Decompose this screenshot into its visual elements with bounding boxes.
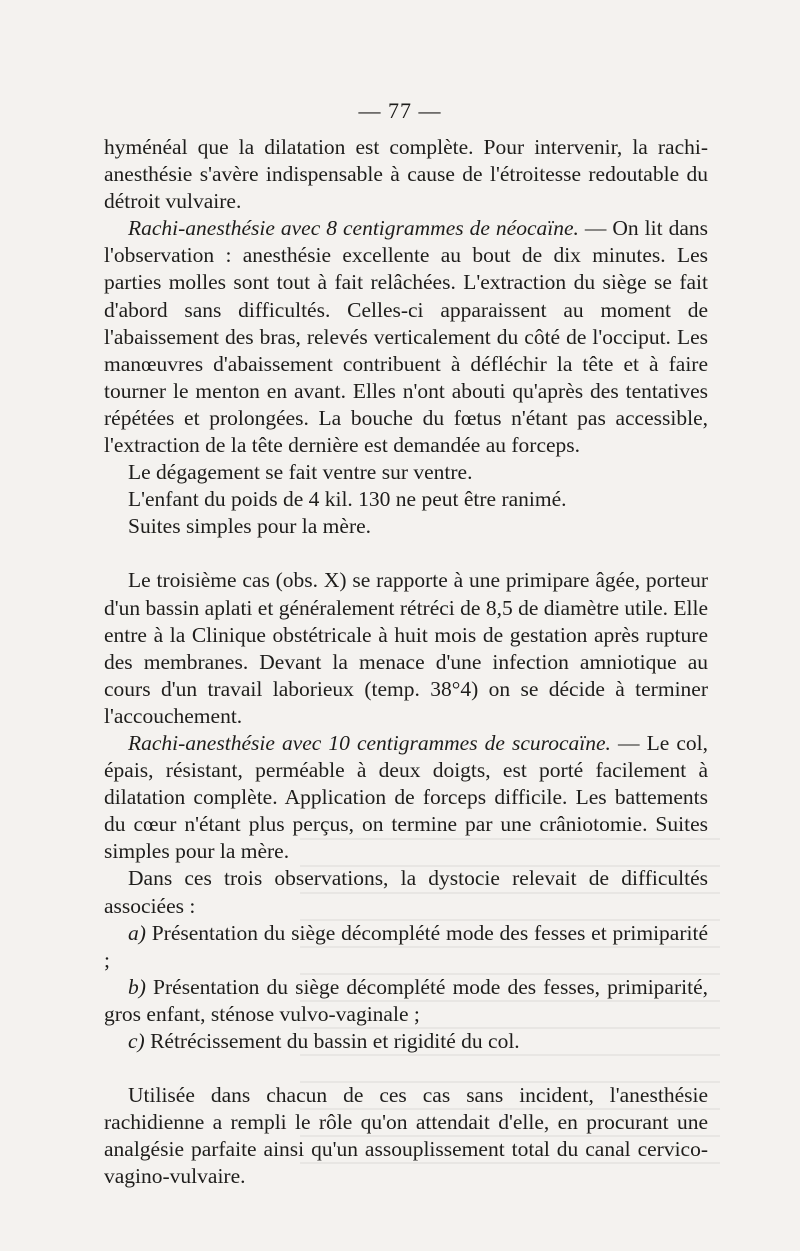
paragraph-text: Dans ces trois observations, la dystocie relevait de difficultés associées : bbox=[104, 866, 708, 918]
list-item-a bbox=[104, 920, 708, 974]
paragraph-enfant-poids bbox=[104, 486, 708, 513]
list-item-marker: a) bbox=[128, 920, 146, 945]
body-text bbox=[104, 134, 708, 1190]
paragraph-italic-heading: Rachi-anesthésie avec 8 centigrammes de néocaïne. bbox=[128, 216, 579, 241]
paragraph-text: Utilisée dans chacun de ces cas sans incident, l'anesthésie rachidienne a rempli le rôle qu'on attendait d'elle, en procurant une analgésie parfaite ainsi qu'un assouplissement total du canal cervico-vagino-vulvaire. bbox=[104, 1083, 708, 1189]
paragraph-text: L'enfant du poids de 4 kil. 130 ne peut être ranimé. bbox=[128, 487, 567, 512]
paragraph-suites-simples bbox=[104, 513, 708, 540]
paragraph-text: Le troisième cas (obs. X) se rapporte à une primipare âgée, porteur d'un bassin aplati et généralement rétréci de 8,5 de diamètre utile. Elle entre à la Clinique obstétricale à huit mois de gestation après rupture des membranes. Devant la menace d'une infection amniotique au cours d'un travail laborieux (temp. 38°4) on se décide à terminer l'accouchement. bbox=[104, 568, 708, 728]
paragraph-conclusion bbox=[104, 1082, 708, 1190]
paragraph-rachi-scurocaine bbox=[104, 730, 708, 865]
list-item-text: Présentation du siège décomplété mode des fesses, primiparité, gros enfant, sténose vulvo-vaginale ; bbox=[104, 974, 708, 1026]
paragraph-trois-observations bbox=[104, 865, 708, 919]
paragraph-text: — Le col, épais, résistant, perméable à deux doigts, est porté facilement à dilatation complète. Application de forceps difficile. Les battements du cœur n'étant plus perçus, on termine par une crâniotomie. Suites simples pour la mère. bbox=[104, 730, 708, 864]
paragraph-rachi-neocaine bbox=[104, 215, 708, 459]
paragraph-troisieme-cas bbox=[104, 567, 708, 730]
paragraph-text: — On lit dans l'observation : anesthésie excellente au bout de dix minutes. Les parties molles sont tout à fait relâchées. L'extraction du siège se fait d'abord sans difficultés. Celles-ci apparaissent au moment de l'abaissement des bras, relevés verticalement du côté de l'occiput. Les manœuvres d'abaissement contribuent à défléchir la tête et à faire tourner le menton en avant. Elles n'ont abouti qu'après des tentatives répétées et prolongées. La bouche du fœtus n'étant pas accessible, l'extraction de la tête dernière est demandée au forceps. bbox=[104, 216, 708, 458]
list-item-c bbox=[104, 1028, 708, 1055]
paragraph-text: Le dégagement se fait ventre sur ventre. bbox=[128, 460, 473, 485]
paragraph-degagement bbox=[104, 459, 708, 486]
paragraph-text: hyménéal que la dilatation est complète. Pour intervenir, la rachi-anesthésie s'avère indispensable à cause de l'étroitesse redoutable du détroit vulvaire. bbox=[104, 135, 708, 214]
list-item-text: Présentation du siège décomplété mode des fesses et primiparité ; bbox=[104, 920, 708, 972]
paragraph-text: Suites simples pour la mère. bbox=[128, 514, 372, 539]
list-item-text: Rétrécissement du bassin et rigidité du col. bbox=[144, 1029, 520, 1053]
list-item-b bbox=[104, 974, 708, 1028]
list-item-marker: c) bbox=[128, 1029, 145, 1053]
paragraph-continuation bbox=[104, 134, 708, 215]
page-number: — 77 — bbox=[358, 98, 442, 123]
paragraph-italic-heading: Rachi-anesthésie avec 10 centigrammes de scurocaïne. bbox=[128, 730, 611, 755]
list-item-marker: b) bbox=[128, 974, 146, 999]
